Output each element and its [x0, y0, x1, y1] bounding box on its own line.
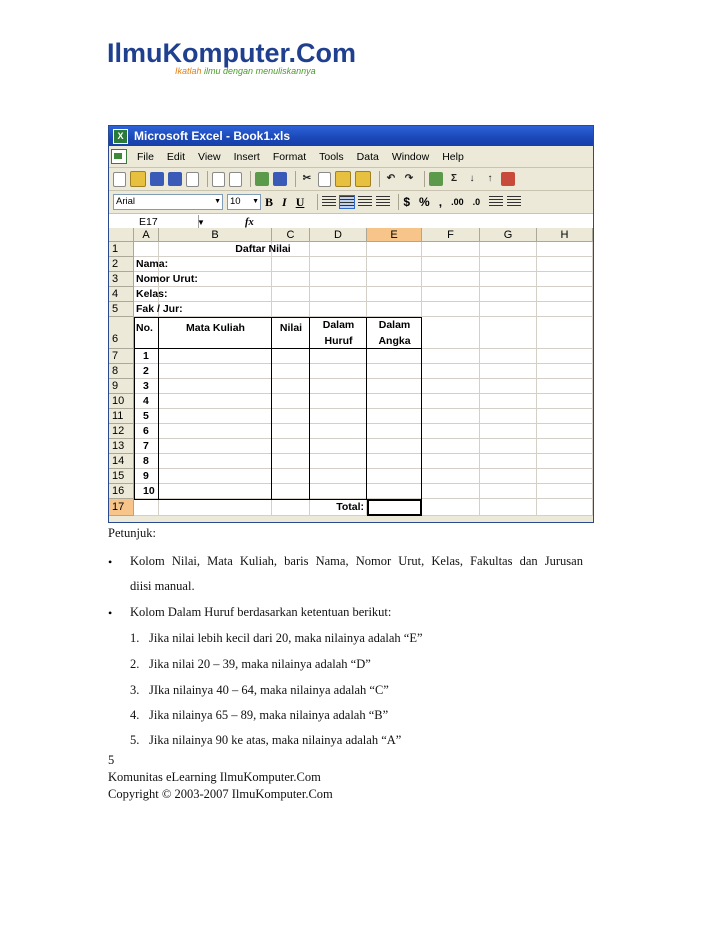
- cell[interactable]: [367, 394, 422, 409]
- header-dalam-angka-line2: Angka: [378, 335, 411, 347]
- cell[interactable]: [159, 469, 272, 484]
- cell[interactable]: [134, 242, 159, 257]
- cell[interactable]: [310, 379, 367, 394]
- copy-icon[interactable]: [318, 172, 331, 187]
- petunjuk-heading: Petunjuk:: [108, 526, 156, 540]
- cell[interactable]: [537, 257, 593, 272]
- worksheet-grid: [109, 228, 593, 516]
- cell[interactable]: [537, 364, 593, 379]
- cell[interactable]: [159, 349, 272, 364]
- cell[interactable]: [422, 424, 480, 439]
- currency-icon[interactable]: $: [403, 195, 411, 209]
- formatting-toolbar: [109, 191, 593, 214]
- cell[interactable]: [422, 499, 480, 516]
- name-box-value: E17: [139, 215, 158, 228]
- cell[interactable]: [310, 287, 367, 302]
- cell[interactable]: [480, 439, 537, 454]
- cell[interactable]: [537, 302, 593, 317]
- cell[interactable]: [310, 364, 367, 379]
- row-number-10: 10: [143, 485, 155, 497]
- font-size-value: 10: [230, 196, 241, 207]
- cell[interactable]: [422, 317, 480, 349]
- cell[interactable]: [537, 349, 593, 364]
- row-header-14[interactable]: 14: [109, 454, 134, 469]
- footer-copyright: Copyright © 2003-2007 IlmuKomputer.Com: [108, 787, 333, 801]
- cell[interactable]: [272, 499, 310, 516]
- cell[interactable]: [537, 272, 593, 287]
- title-bar: [109, 126, 593, 146]
- font-name-combo[interactable]: [113, 194, 223, 210]
- cut-icon[interactable]: ✂: [302, 173, 312, 184]
- save-icon[interactable]: [150, 172, 164, 186]
- row-number-4: 4: [143, 395, 149, 407]
- bold-button[interactable]: B: [265, 194, 274, 209]
- column-header-e[interactable]: E: [367, 228, 422, 242]
- cell[interactable]: [480, 242, 537, 257]
- bullet-icon: •: [108, 555, 113, 569]
- cell[interactable]: [367, 302, 422, 317]
- row-number-3: 3: [143, 380, 149, 392]
- cell[interactable]: [422, 302, 480, 317]
- font-size-combo[interactable]: [227, 194, 261, 210]
- row-header-9[interactable]: 9: [109, 379, 134, 394]
- label-fak-jur: Fak / Jur:: [136, 303, 183, 315]
- label-nomor-urut: Nomor Urut:: [136, 273, 198, 285]
- cell[interactable]: [310, 409, 367, 424]
- cell[interactable]: [310, 469, 367, 484]
- row-header-3[interactable]: 3: [109, 272, 134, 287]
- hyperlink-icon[interactable]: [429, 172, 443, 186]
- cell[interactable]: [422, 394, 480, 409]
- align-left-icon[interactable]: [322, 196, 336, 208]
- cell[interactable]: [537, 499, 593, 516]
- menu-edit[interactable]: Edit: [166, 150, 186, 163]
- rule-4-number: 4.: [130, 708, 140, 722]
- cell[interactable]: [159, 484, 272, 499]
- cell[interactable]: [422, 379, 480, 394]
- cell[interactable]: [422, 409, 480, 424]
- cell[interactable]: [422, 257, 480, 272]
- cell[interactable]: [367, 287, 422, 302]
- header-dalam-huruf-line1: Dalam: [322, 319, 355, 331]
- cell[interactable]: [272, 379, 310, 394]
- row-header-16[interactable]: 16: [109, 484, 134, 499]
- cell[interactable]: [480, 302, 537, 317]
- align-center-icon[interactable]: [340, 196, 354, 208]
- row-number-5: 5: [143, 410, 149, 422]
- menu-bar: [109, 146, 593, 168]
- cell[interactable]: [537, 242, 593, 257]
- rule-1-text: Jika nilai lebih kecil dari 20, maka nilainya adalah “E”: [149, 631, 423, 645]
- cell[interactable]: [310, 257, 367, 272]
- cell[interactable]: [272, 454, 310, 469]
- cell[interactable]: [537, 317, 593, 349]
- rule-2-text: Jika nilai 20 – 39, maka nilainya adalah “D”: [149, 657, 371, 671]
- column-header-a[interactable]: A: [134, 228, 159, 242]
- cell[interactable]: [367, 424, 422, 439]
- paste-icon[interactable]: [335, 171, 351, 187]
- cell[interactable]: [367, 469, 422, 484]
- rule-5-text: Jika nilainya 90 ke atas, maka nilainya adalah “A”: [149, 733, 402, 747]
- cell[interactable]: [272, 349, 310, 364]
- page-number: 5: [108, 753, 115, 767]
- chevron-down-icon[interactable]: ▼: [197, 217, 205, 227]
- row-number-2: 2: [143, 365, 149, 377]
- workbook-icon[interactable]: [111, 149, 127, 164]
- sort-descending-icon[interactable]: ↑: [487, 173, 493, 184]
- menu-view[interactable]: View: [198, 150, 221, 163]
- excel-window: [108, 125, 594, 523]
- table-col-divider: [271, 317, 272, 499]
- chevron-down-icon[interactable]: ▼: [214, 198, 221, 205]
- insert-function-icon[interactable]: fx: [245, 216, 254, 228]
- row-header-13[interactable]: 13: [109, 439, 134, 454]
- separator: [207, 171, 208, 187]
- bullet-1-line-2: diisi manual.: [130, 579, 195, 593]
- merge-center-icon[interactable]: [376, 196, 390, 208]
- cell[interactable]: [159, 454, 272, 469]
- cell[interactable]: [367, 484, 422, 499]
- research-icon[interactable]: [273, 172, 287, 186]
- site-logo: [107, 38, 357, 76]
- row-number-8: 8: [143, 455, 149, 467]
- header-mata-kuliah: Mata Kuliah: [186, 322, 245, 334]
- cell[interactable]: [367, 364, 422, 379]
- row-header-7[interactable]: 7: [109, 349, 134, 364]
- decrease-indent-icon[interactable]: [489, 196, 503, 208]
- cell[interactable]: [480, 409, 537, 424]
- logo-title: IlmuKomputer.Com: [107, 38, 357, 68]
- cell[interactable]: [272, 439, 310, 454]
- logo-tagline-b: ilmu dengan menuliskannya: [204, 66, 316, 76]
- cell[interactable]: [537, 379, 593, 394]
- cell[interactable]: [537, 484, 593, 499]
- cell[interactable]: [272, 287, 310, 302]
- increase-indent-icon[interactable]: [507, 196, 521, 208]
- cell[interactable]: [272, 302, 310, 317]
- cell[interactable]: [367, 409, 422, 424]
- rule-2-number: 2.: [130, 657, 140, 671]
- separator: [250, 171, 251, 187]
- cell[interactable]: [480, 499, 537, 516]
- spelling-icon[interactable]: [255, 172, 269, 186]
- cell[interactable]: [310, 302, 367, 317]
- row-header-2[interactable]: 2: [109, 257, 134, 272]
- cell[interactable]: [159, 424, 272, 439]
- footer-community: Komunitas eLearning IlmuKomputer.Com: [108, 770, 321, 784]
- rule-3-number: 3.: [130, 683, 140, 697]
- menu-tools[interactable]: Tools: [319, 150, 344, 163]
- print-preview-icon[interactable]: [229, 172, 242, 187]
- row-number-1: 1: [143, 350, 149, 362]
- separator: [379, 171, 380, 187]
- logo-tagline-a: Ikatlah: [175, 66, 205, 76]
- cell[interactable]: [480, 257, 537, 272]
- cell[interactable]: [537, 454, 593, 469]
- cell[interactable]: [537, 469, 593, 484]
- font-name-value: Arial: [116, 196, 136, 207]
- cell[interactable]: [159, 379, 272, 394]
- align-right-icon[interactable]: [358, 196, 372, 208]
- cell[interactable]: [272, 424, 310, 439]
- cell[interactable]: [367, 242, 422, 257]
- window-title: Microsoft Excel - Book1.xls: [134, 129, 291, 143]
- cell[interactable]: [310, 424, 367, 439]
- increase-decimal-icon[interactable]: .00: [451, 197, 464, 207]
- row-header-1[interactable]: 1: [109, 242, 134, 257]
- header-no: No.: [136, 322, 153, 334]
- italic-button[interactable]: I: [282, 194, 287, 209]
- separator: [317, 194, 318, 210]
- excel-app-icon: X: [113, 129, 128, 144]
- cell[interactable]: [367, 349, 422, 364]
- cell[interactable]: [422, 439, 480, 454]
- decrease-decimal-icon[interactable]: .0: [472, 197, 481, 207]
- separator: [424, 171, 425, 187]
- cell[interactable]: [367, 439, 422, 454]
- cell[interactable]: [537, 424, 593, 439]
- cell[interactable]: [480, 287, 537, 302]
- cell[interactable]: [367, 454, 422, 469]
- cell[interactable]: [422, 454, 480, 469]
- cell[interactable]: [537, 439, 593, 454]
- cell[interactable]: [480, 349, 537, 364]
- rule-5-number: 5.: [130, 733, 140, 747]
- rule-4-text: Jika nilainya 65 – 89, maka nilainya adalah “B”: [149, 708, 389, 722]
- new-icon[interactable]: [113, 172, 126, 187]
- menu-format[interactable]: Format: [272, 150, 307, 163]
- permission-icon[interactable]: [168, 172, 182, 186]
- row-number-7: 7: [143, 440, 149, 452]
- cell[interactable]: [422, 349, 480, 364]
- standard-toolbar: [109, 168, 593, 191]
- row-number-9: 9: [143, 470, 149, 482]
- cell[interactable]: [480, 272, 537, 287]
- row-header-12[interactable]: 12: [109, 424, 134, 439]
- undo-icon[interactable]: ↶: [386, 173, 396, 184]
- cell[interactable]: [422, 242, 480, 257]
- column-header-c[interactable]: C: [272, 228, 310, 242]
- cell[interactable]: [310, 394, 367, 409]
- row-header-6[interactable]: 6: [109, 317, 134, 349]
- cell[interactable]: [422, 287, 480, 302]
- cell[interactable]: [310, 484, 367, 499]
- menu-window[interactable]: Window: [391, 150, 430, 163]
- bullet-icon: •: [108, 606, 113, 620]
- logo-tagline: [175, 66, 316, 76]
- cell[interactable]: [480, 484, 537, 499]
- bullet-2: Kolom Dalam Huruf berdasarkan ketentuan berikut:: [130, 605, 392, 619]
- menu-help[interactable]: Help: [442, 150, 464, 163]
- email-icon[interactable]: [186, 172, 199, 187]
- rule-1-number: 1.: [130, 631, 140, 645]
- row-header-10[interactable]: 10: [109, 394, 134, 409]
- chart-wizard-icon[interactable]: [501, 172, 515, 186]
- column-header-b[interactable]: B: [159, 228, 272, 242]
- row-header-5[interactable]: 5: [109, 302, 134, 317]
- header-dalam-angka-line1: Dalam: [378, 319, 411, 331]
- cell[interactable]: [367, 272, 422, 287]
- active-cell-e17[interactable]: [367, 499, 422, 516]
- column-header-d[interactable]: D: [310, 228, 367, 242]
- sort-ascending-icon[interactable]: ↓: [469, 173, 475, 184]
- separator: [295, 171, 296, 187]
- cell[interactable]: [422, 469, 480, 484]
- column-header-g[interactable]: G: [480, 228, 537, 242]
- cell[interactable]: [537, 409, 593, 424]
- separator: [398, 194, 399, 210]
- underline-button[interactable]: U: [295, 194, 305, 209]
- cell[interactable]: [272, 469, 310, 484]
- print-icon[interactable]: [212, 172, 225, 187]
- header-nilai: Nilai: [279, 322, 303, 334]
- cell[interactable]: [480, 379, 537, 394]
- sheet-title: Daftar Nilai: [235, 243, 291, 255]
- cell[interactable]: [480, 394, 537, 409]
- row-header-15[interactable]: 15: [109, 469, 134, 484]
- cell[interactable]: [272, 272, 310, 287]
- percent-icon[interactable]: %: [419, 195, 430, 209]
- bullet-1-line-1: Kolom Nilai, Mata Kuliah, baris Nama, Nomor Urut, Kelas, Fakultas dan Jurusan: [130, 554, 583, 568]
- menu-insert[interactable]: Insert: [233, 150, 260, 163]
- cell[interactable]: [367, 379, 422, 394]
- cell[interactable]: [159, 499, 272, 516]
- chevron-down-icon[interactable]: ▼: [252, 198, 259, 205]
- header-dalam-huruf-line2: Huruf: [324, 335, 353, 347]
- cell[interactable]: [159, 364, 272, 379]
- cell[interactable]: [480, 469, 537, 484]
- cell[interactable]: [159, 409, 272, 424]
- menu-data[interactable]: Data: [356, 150, 379, 163]
- column-header-f[interactable]: F: [422, 228, 480, 242]
- comma-style-icon[interactable]: ,: [438, 195, 443, 209]
- cell[interactable]: [310, 454, 367, 469]
- format-painter-icon[interactable]: [355, 171, 371, 187]
- cell[interactable]: [272, 409, 310, 424]
- rule-3-text: JIka nilainya 40 – 64, maka nilainya adalah “C”: [149, 683, 389, 697]
- cell[interactable]: [310, 349, 367, 364]
- select-all-corner[interactable]: [109, 228, 134, 242]
- redo-icon[interactable]: ↷: [404, 173, 414, 184]
- row-header-17[interactable]: 17: [109, 499, 134, 516]
- cell[interactable]: [272, 484, 310, 499]
- cell[interactable]: [134, 499, 159, 516]
- cell[interactable]: [310, 439, 367, 454]
- total-label: Total:: [336, 501, 364, 513]
- cell[interactable]: [272, 394, 310, 409]
- cell[interactable]: [537, 287, 593, 302]
- row-header-8[interactable]: 8: [109, 364, 134, 379]
- cell[interactable]: [310, 272, 367, 287]
- cell[interactable]: [480, 424, 537, 439]
- cell[interactable]: [272, 257, 310, 272]
- menu-file[interactable]: File: [137, 150, 154, 163]
- autosum-icon[interactable]: Σ: [450, 173, 457, 184]
- cell[interactable]: [480, 364, 537, 379]
- open-icon[interactable]: [130, 171, 146, 187]
- cell[interactable]: [537, 394, 593, 409]
- cell[interactable]: [422, 364, 480, 379]
- cell[interactable]: [422, 272, 480, 287]
- cell[interactable]: [159, 439, 272, 454]
- row-header-4[interactable]: 4: [109, 287, 134, 302]
- cell[interactable]: [480, 454, 537, 469]
- cell[interactable]: [159, 394, 272, 409]
- cell[interactable]: [367, 257, 422, 272]
- cell[interactable]: [422, 484, 480, 499]
- row-header-11[interactable]: 11: [109, 409, 134, 424]
- row-number-6: 6: [143, 425, 149, 437]
- cell[interactable]: [480, 317, 537, 349]
- column-header-h[interactable]: H: [537, 228, 593, 242]
- cell[interactable]: [272, 364, 310, 379]
- label-kelas: Kelas:: [136, 288, 168, 300]
- label-nama: Nama:: [136, 258, 169, 270]
